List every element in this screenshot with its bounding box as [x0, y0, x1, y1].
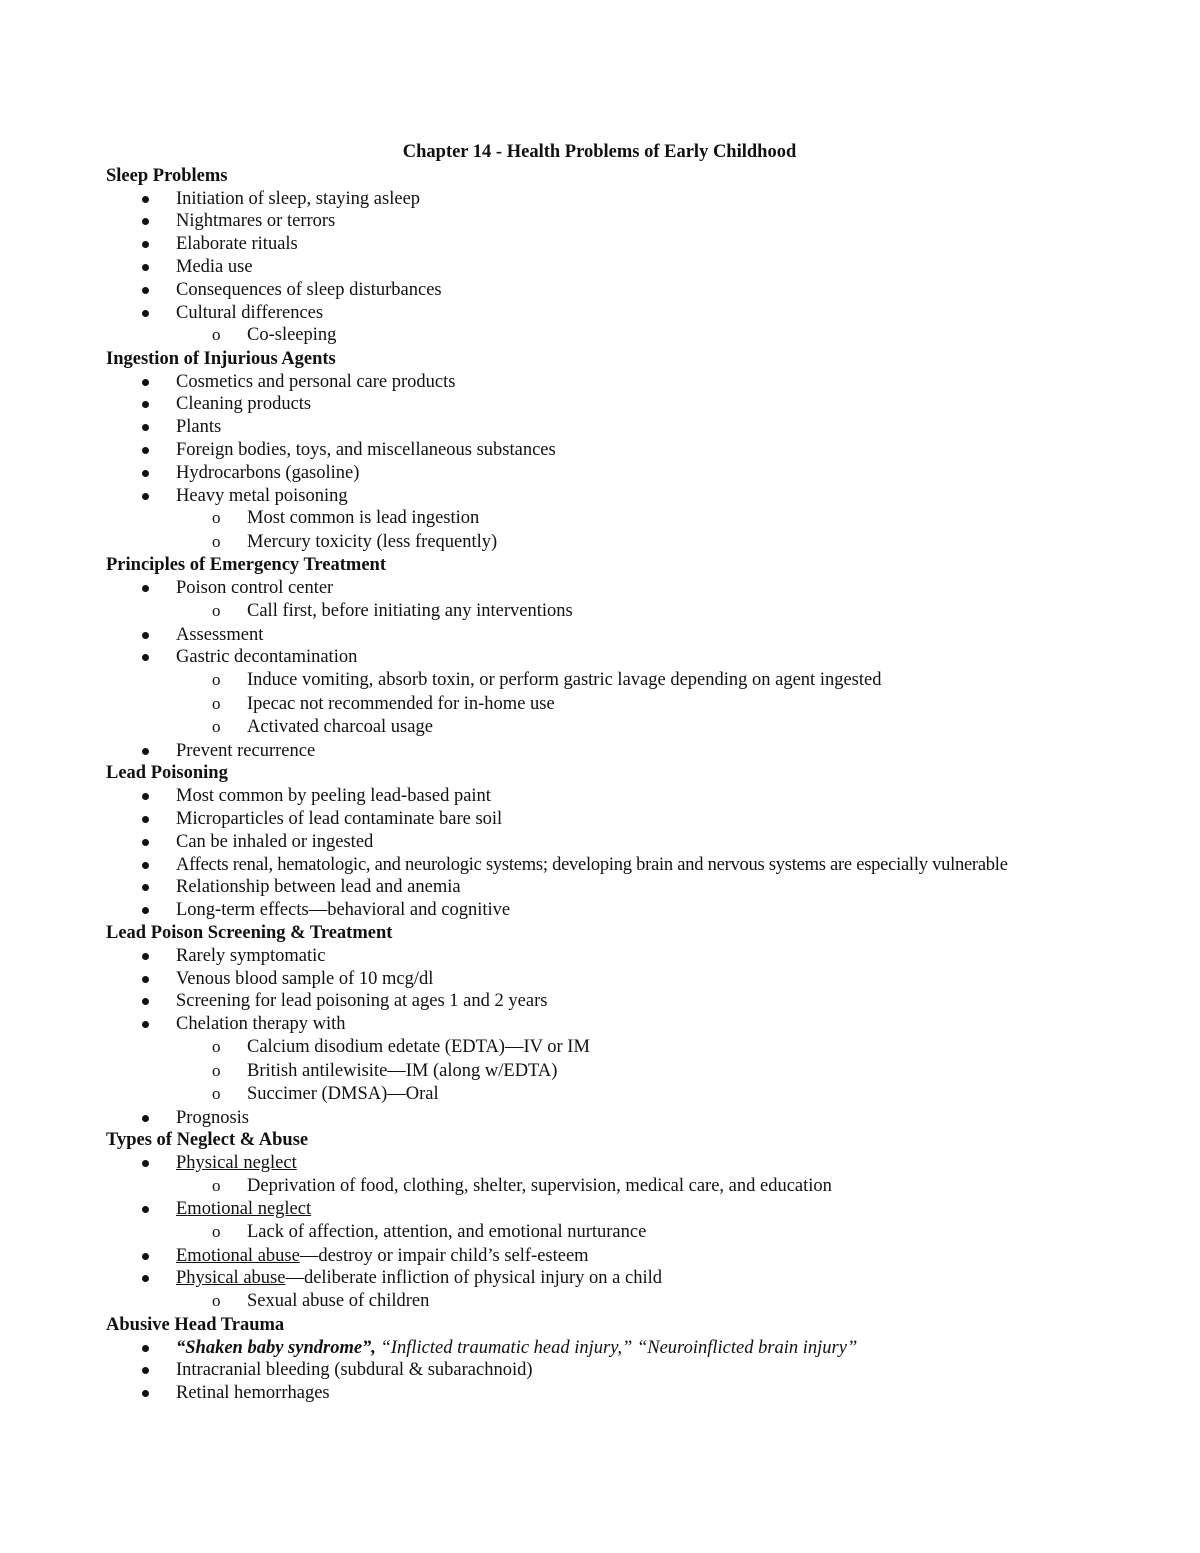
sub-list-item: o Sexual abuse of children: [212, 1291, 430, 1312]
list-item: Consequences of sleep disturbances: [106, 279, 1106, 302]
sub-list: [176, 1290, 1106, 1314]
neglect-list: [106, 1152, 1106, 1314]
list-item: Emotional abuse—destroy or impair child’s self-esteem: [106, 1245, 1106, 1268]
list-item: Foreign bodies, toys, and miscellaneous substances: [106, 439, 1106, 462]
emergency-list: [106, 577, 1106, 762]
bullet-icon: [142, 264, 149, 271]
list-item: Venous blood sample of 10 mcg/dl: [106, 968, 1106, 991]
bullet-icon: [142, 907, 149, 914]
list-item: Poison control center o Call first, before initiating any interventions: [106, 577, 1106, 623]
sub-list: [176, 669, 1106, 740]
circle-bullet-icon: o: [212, 1060, 221, 1080]
sub-list-item: o Ipecac not recommended for in-home use: [212, 693, 555, 714]
list-item: Prevent recurrence: [106, 740, 1106, 763]
sub-list: [176, 1036, 1106, 1107]
bullet-icon: [142, 1021, 149, 1028]
sub-list: [176, 600, 1106, 624]
list-item: Media use: [106, 256, 1106, 279]
list-item: Cosmetics and personal care products: [106, 371, 1106, 394]
list-item: Physical neglect o Deprivation of food, clothing, shelter, supervision, medical care, and education: [106, 1152, 1106, 1198]
circle-bullet-icon: o: [212, 1175, 221, 1195]
list-item: Plants: [106, 416, 1106, 439]
bullet-icon: [142, 447, 149, 454]
document-page: [106, 141, 1106, 1405]
circle-bullet-icon: o: [212, 1291, 221, 1311]
list-item: Cleaning products: [106, 393, 1106, 416]
bullet-icon: [142, 470, 149, 477]
bullet-icon: [142, 401, 149, 408]
list-item: Nightmares or terrors: [106, 210, 1106, 233]
section-heading-emergency: Principles of Emergency Treatment: [106, 555, 387, 576]
bullet-icon: [142, 1275, 149, 1282]
list-item: Screening for lead poisoning at ages 1 and 2 years: [106, 990, 1106, 1013]
sub-list-item: o Activated charcoal usage: [212, 717, 433, 738]
sub-list: [176, 1175, 1106, 1199]
sub-list: [176, 507, 1106, 554]
bullet-icon: [142, 1367, 149, 1374]
list-item: Can be inhaled or ingested: [106, 831, 1106, 854]
sub-list-item: o Call first, before initiating any interventions: [212, 601, 573, 622]
bullet-icon: [142, 310, 149, 317]
section-heading-lead: Lead Poisoning: [106, 763, 228, 784]
list-item: Elaborate rituals: [106, 233, 1106, 256]
circle-bullet-icon: o: [212, 1084, 221, 1103]
bullet-icon: [142, 976, 149, 983]
list-item: Assessment: [106, 624, 1106, 647]
bullet-icon: [142, 884, 149, 891]
list-item: Long-term effects—behavioral and cognitive: [106, 899, 1106, 922]
bullet-icon: [142, 196, 149, 203]
bullet-icon: [142, 379, 149, 386]
bullet-icon: [142, 218, 149, 225]
bullet-icon: [142, 793, 149, 800]
sub-list-item: o Induce vomiting, absorb toxin, or perform gastric lavage depending on agent ingested: [212, 670, 882, 691]
list-item: Chelation therapy with o Calcium disodium edetate (EDTA)—IV or IM o British antilewisite—IM (along w/EDTA) o Succimer (DMSA)—Oral: [106, 1013, 1106, 1106]
sub-list-item: o Calcium disodium edetate (EDTA)—IV or IM: [212, 1037, 590, 1057]
sub-list-item: o Deprivation of food, clothing, shelter, supervision, medical care, and education: [212, 1175, 832, 1196]
list-item: Hydrocarbons (gasoline): [106, 462, 1106, 485]
sub-list-item: o Most common is lead ingestion: [212, 508, 480, 529]
sub-list-item: o Succimer (DMSA)—Oral: [212, 1084, 439, 1104]
ingestion-list: [106, 371, 1106, 555]
bullet-icon: [142, 654, 149, 661]
circle-bullet-icon: o: [212, 1037, 221, 1056]
list-item: “Shaken baby syndrome”, “Inflicted traumatic head injury,” “Neuroinflicted brain injury”: [106, 1337, 1106, 1360]
circle-bullet-icon: o: [212, 601, 221, 621]
section-heading-ingestion: Ingestion of Injurious Agents: [106, 348, 336, 369]
bullet-icon: [142, 998, 149, 1005]
list-item: Retinal hemorrhages: [106, 1382, 1106, 1405]
list-item: Initiation of sleep, staying asleep: [106, 188, 1106, 211]
bullet-icon: [142, 953, 149, 960]
bullet-icon: [142, 1206, 149, 1213]
list-item: Cultural differences o Co-sleeping: [106, 302, 1106, 348]
page-title: Chapter 14 - Health Problems of Early Childhood: [402, 142, 797, 162]
circle-bullet-icon: o: [212, 325, 221, 345]
bullet-icon: [142, 1115, 149, 1122]
circle-bullet-icon: o: [212, 508, 221, 528]
sleep-list: [106, 188, 1106, 348]
list-item: Physical abuse—deliberate infliction of physical injury on a child o Sexual abuse of children: [106, 1267, 1106, 1313]
bullet-icon: [142, 816, 149, 823]
list-item: Most common by peeling lead-based paint: [106, 785, 1106, 808]
circle-bullet-icon: o: [212, 670, 221, 690]
circle-bullet-icon: o: [212, 693, 221, 713]
bullet-icon: [142, 1345, 149, 1352]
list-item: Prognosis: [106, 1107, 1106, 1130]
lead-list: [106, 785, 1106, 922]
bullet-icon: [142, 632, 149, 639]
head-trauma-list: [106, 1337, 1106, 1405]
sub-list-item: o Lack of affection, attention, and emotional nurturance: [212, 1222, 647, 1243]
list-item: Microparticles of lead contaminate bare soil: [106, 808, 1106, 831]
section-heading-neglect: Types of Neglect & Abuse: [106, 1130, 309, 1151]
section-heading-sleep: Sleep Problems: [106, 165, 228, 186]
bullet-icon: [142, 241, 149, 248]
sub-list: [176, 1221, 1106, 1245]
bullet-icon: [142, 1160, 149, 1167]
list-item: Emotional neglect o Lack of affection, attention, and emotional nurturance: [106, 1198, 1106, 1244]
bullet-icon: [142, 839, 149, 846]
list-item: Affects renal, hematologic, and neurologic systems; developing brain and nervous systems are especially vulnerable: [106, 854, 1106, 877]
list-item: Rarely symptomatic: [106, 945, 1106, 968]
list-item: Relationship between lead and anemia: [106, 876, 1106, 899]
bullet-icon: [142, 493, 149, 500]
circle-bullet-icon: o: [212, 1222, 221, 1242]
bullet-icon: [142, 1253, 149, 1260]
list-item: Intracranial bleeding (subdural & subarachnoid): [106, 1359, 1106, 1382]
sub-list: [176, 324, 1106, 348]
section-heading-screening: Lead Poison Screening & Treatment: [106, 923, 393, 944]
circle-bullet-icon: o: [212, 717, 221, 737]
bullet-icon: [142, 862, 149, 869]
sub-list-item: o British antilewisite—IM (along w/EDTA): [212, 1060, 558, 1081]
bullet-icon: [142, 287, 149, 294]
sub-list-item: o Co-sleeping: [212, 325, 337, 346]
list-item: Gastric decontamination o Induce vomiting, absorb toxin, or perform gastric lavage depending on agent ingested o Ipecac not recommended for in-home use o Activated charcoal usage: [106, 646, 1106, 739]
bullet-icon: [142, 424, 149, 431]
screening-list: [106, 945, 1106, 1129]
list-item: Heavy metal poisoning o Most common is lead ingestion o Mercury toxicity (less frequently): [106, 485, 1106, 555]
section-heading-head-trauma: Abusive Head Trauma: [106, 1314, 285, 1335]
circle-bullet-icon: o: [212, 531, 221, 551]
sub-list-item: o Mercury toxicity (less frequently): [212, 531, 498, 552]
bullet-icon: [142, 1390, 149, 1397]
bullet-icon: [142, 748, 149, 755]
bullet-icon: [142, 585, 149, 592]
